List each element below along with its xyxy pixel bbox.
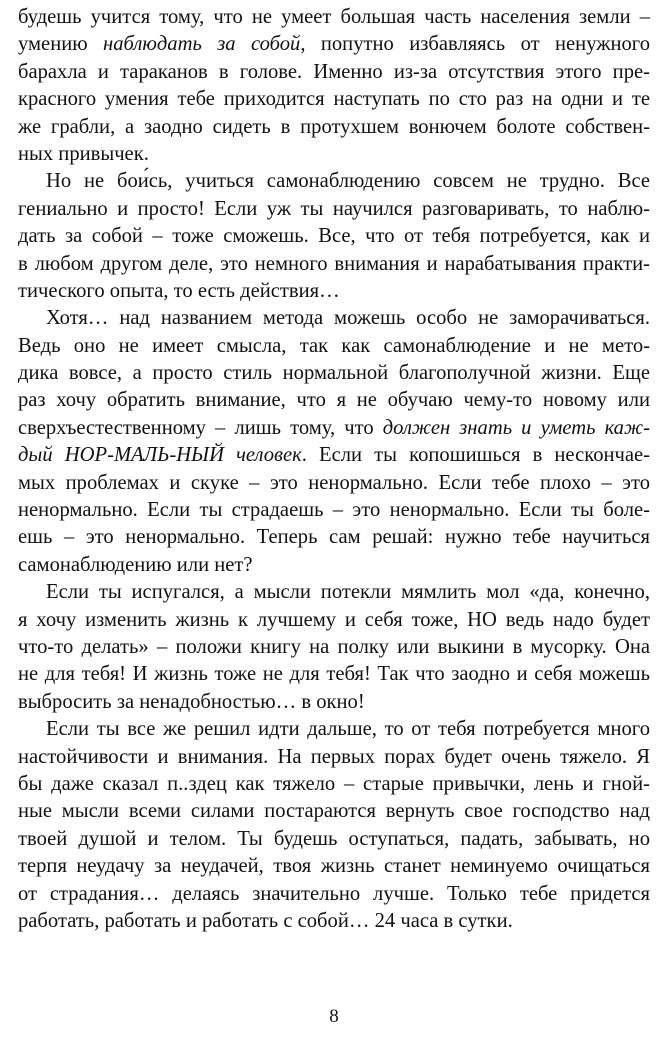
italic-text: дый НОР-МАЛЬ-НЫЙ человек	[18, 444, 302, 467]
text-segment: Ведь оно не имеет смысла, так как самонаблюдение и не мето-	[18, 334, 650, 357]
text-segment: гениально и просто! Если уж ты научился разговаривать, то наблю-	[18, 197, 650, 220]
text-line	[18, 59, 650, 86]
text-segment: же грабли, а заодно сидеть в протухшем вонючем болоте собствен-	[18, 115, 650, 138]
page-number: 8	[329, 1006, 339, 1027]
text-line	[18, 415, 650, 442]
text-segment: Если ты испугался, а мысли потекли мямлить мол «да, конечно,	[46, 581, 650, 604]
text-segment: Хотя… над названием метода можешь особо не заморачиваться.	[46, 307, 650, 330]
book-page	[18, 4, 650, 935]
text-line	[18, 168, 650, 195]
text-segment: дика вовсе, а просто стиль нормальной благополучной жизни. Еще	[18, 362, 650, 385]
text-segment: терпя неудачу за неудачей, твоя жизнь станет неминуемо очищаться	[18, 855, 650, 878]
paragraph	[18, 168, 650, 305]
text-line	[18, 387, 650, 414]
paragraph	[18, 716, 650, 935]
text-line	[18, 771, 650, 798]
text-segment: барахла и тараканов в голове. Именно из-за отсутствия этого пре-	[18, 60, 650, 83]
text-segment: дать за собой – тоже сможешь. Все, что от тебя потребуется, как и	[18, 225, 650, 248]
text-line	[18, 908, 650, 935]
text-line	[18, 470, 650, 497]
text-line	[18, 114, 650, 141]
text-line	[18, 634, 650, 661]
text-line	[18, 196, 650, 223]
text-segment: в любом другом деле, это немного внимания и нарабатывания практи-	[18, 252, 650, 275]
text-line	[18, 579, 650, 606]
text-segment: настойчивости и внимания. На первых порах будет очень тяжело. Я	[18, 745, 650, 768]
text-line	[18, 661, 650, 688]
text-line	[18, 141, 650, 168]
text-line	[18, 524, 650, 551]
text-segment: раз хочу обратить внимание, что я не обучаю чему-то новому или	[18, 389, 650, 412]
text-line	[18, 826, 650, 853]
text-segment: ных привычек.	[18, 142, 149, 165]
text-line	[18, 278, 650, 305]
text-segment: Если ты все же решил идти дальше, то от тебя потребуется много	[46, 718, 650, 741]
paragraph	[18, 4, 650, 168]
italic-text: наблюдать за собой	[103, 33, 301, 56]
paragraph	[18, 579, 650, 716]
text-segment: ненормально. Если ты страдаешь – это ненормально. Если ты боле-	[18, 499, 650, 522]
paragraph	[18, 305, 650, 579]
text-segment: тического опыта, то есть действия…	[18, 279, 340, 302]
text-line	[18, 552, 650, 579]
text-segment: от страдания… делаясь значительно лучше. Только тебе придется	[18, 882, 650, 905]
text-line	[18, 360, 650, 387]
text-segment: не для тебя! И жизнь тоже не для тебя! Так что заодно и себя можешь	[18, 663, 650, 686]
text-segment: Но не бои́сь, учиться самонаблюдению совсем не трудно. Все	[46, 170, 650, 193]
text-line	[18, 716, 650, 743]
text-line	[18, 881, 650, 908]
text-line	[18, 333, 650, 360]
text-line	[18, 442, 650, 469]
text-segment: красного умения тебе приходится наступать по сто раз на одни и те	[18, 88, 650, 111]
text-segment: мых проблемах и скуке – это ненормально. Если тебе плохо – это	[18, 471, 650, 494]
text-line	[18, 497, 650, 524]
text-segment: . Если ты копошишься в нескончае-	[301, 444, 651, 467]
text-line	[18, 251, 650, 278]
text-segment: бы даже сказал п..здец как тяжело – старые привычки, лень и гной-	[18, 772, 650, 795]
text-line	[18, 31, 650, 58]
text-segment: ные мысли всеми силами постараются вернуть свое господство над	[18, 800, 650, 823]
text-line	[18, 798, 650, 825]
text-segment: , попутно избавляясь от ненужного	[300, 33, 650, 56]
text-segment: умению	[18, 33, 104, 56]
text-segment: будешь учится тому, что не умеет большая часть населения земли –	[18, 6, 650, 28]
text-line	[18, 744, 650, 771]
text-segment: твоей душой и телом. Ты будешь оступаться, падать, забывать, но	[18, 827, 650, 850]
text-segment: я хочу изменить жизнь к лучшему и себя тоже, НО ведь надо будет	[18, 608, 650, 631]
text-line	[18, 223, 650, 250]
text-segment: ешь – это ненормально. Теперь сам решай: нужно тебе научиться	[18, 526, 650, 549]
text-segment: самонаблюдению или нет?	[18, 553, 253, 576]
text-line	[18, 86, 650, 113]
text-line	[18, 305, 650, 332]
text-line	[18, 853, 650, 880]
text-line	[18, 607, 650, 634]
text-segment: сверхъестественному – лишь тому, что	[18, 416, 383, 439]
italic-text: должен знать и уметь каж-	[382, 416, 650, 439]
text-line	[18, 689, 650, 716]
text-segment: что-то делать» – положи книгу на полку или выкини в мусорку. Она	[18, 635, 650, 658]
text-segment: работать, работать и работать с собой… 24 часа в сутки.	[18, 909, 513, 932]
text-line	[18, 4, 650, 31]
text-segment: выбросить за ненадобностью… в окно!	[18, 690, 365, 713]
